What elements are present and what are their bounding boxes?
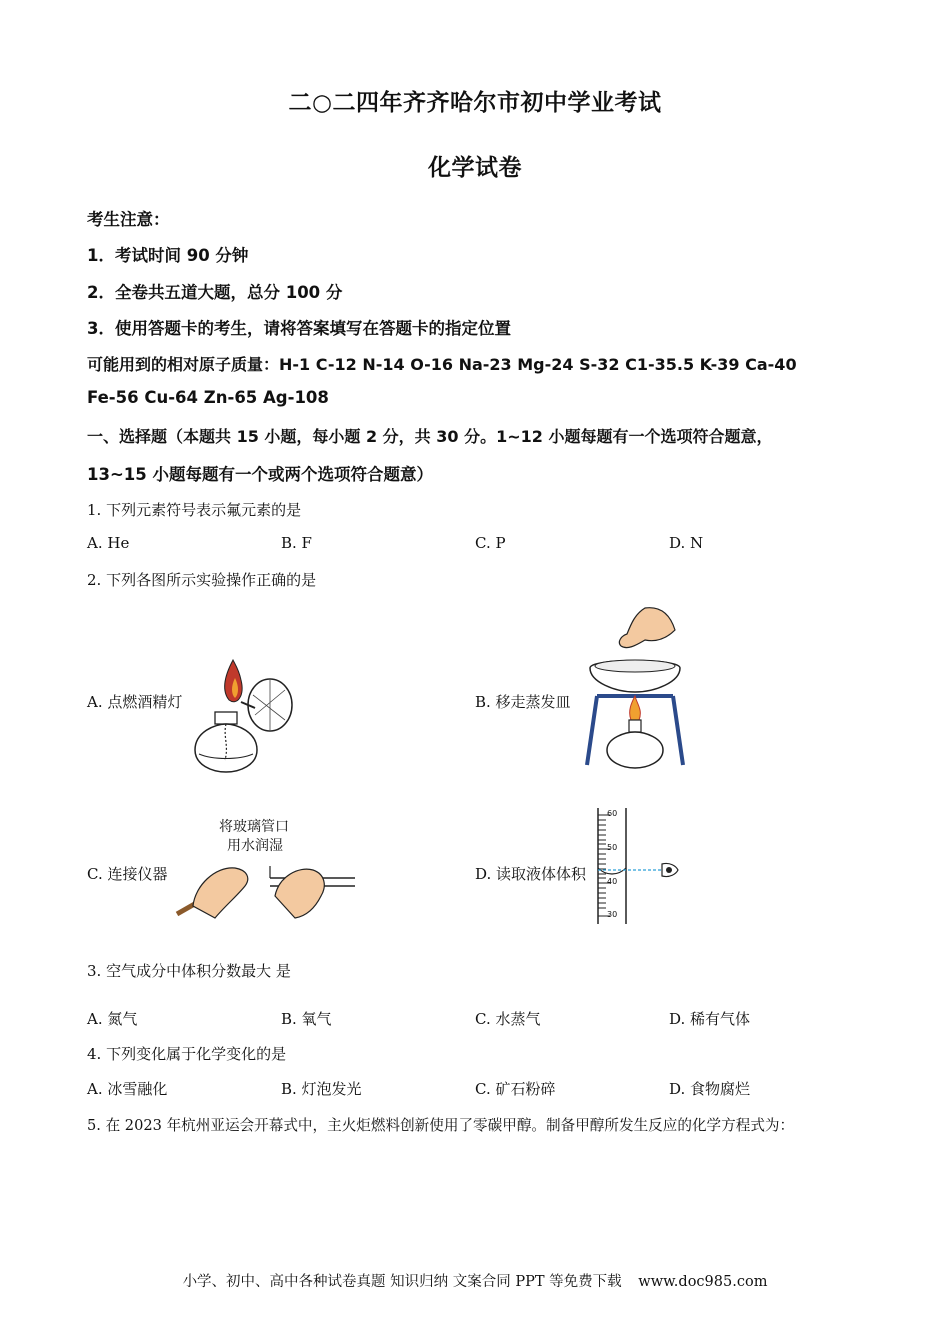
question-5-stem: 5. 在 2023 年杭州亚运会开幕式中，主火炬燃料创新使用了零碳甲醇。制备甲醇所发生反应的化学方程式为：	[87, 1117, 795, 1134]
notice-item-3: 3．使用答题卡的考生，请将答案填写在答题卡的指定位置	[87, 319, 511, 338]
atomic-masses-line-2: Fe-56 Cu-64 Zn-65 Ag-108	[87, 388, 329, 407]
graduated-cylinder-figure	[592, 806, 687, 926]
q2-option-c: C. 连接仪器	[87, 865, 168, 883]
question-4-stem: 4. 下列变化属于化学变化的是	[87, 1045, 287, 1063]
notice-item-2: 2．全卷共五道大题，总分 100 分	[87, 283, 343, 302]
q1-option-a: A. He	[87, 534, 130, 552]
q4-option-a: A. 冰雪融化	[87, 1080, 168, 1098]
q3-option-d: D. 稀有气体	[669, 1010, 751, 1028]
q4-option-c: C. 矿石粉碎	[475, 1080, 556, 1098]
q2-option-d: D. 读取液体体积	[475, 865, 587, 883]
connecting-apparatus-figure	[175, 856, 360, 921]
q1-option-b: B. F	[281, 534, 312, 552]
cylinder-tick-60: 60	[607, 809, 618, 818]
question-2-stem: 2. 下列各图所示实验操作正确的是	[87, 571, 317, 589]
cylinder-tick-40: 40	[607, 877, 618, 886]
figure-c-caption-line-1: 将玻璃管口	[219, 819, 289, 835]
q3-option-a: A. 氮气	[87, 1010, 138, 1028]
footer-link[interactable]: www.doc985.com	[638, 1274, 768, 1290]
q3-option-c: C. 水蒸气	[475, 1010, 541, 1028]
atomic-masses-line-1: 可能用到的相对原子质量：H-1 C-12 N-14 O-16 Na-23 Mg-24 S-32 C1-35.5 K-39 Ca-40	[87, 355, 797, 374]
notice-item-1: 1．考试时间 90 分钟	[87, 246, 249, 265]
q4-option-d: D. 食物腐烂	[669, 1080, 751, 1098]
figure-c-caption-line-2: 用水润湿	[227, 838, 283, 854]
q4-option-b: B. 灯泡发光	[281, 1080, 362, 1098]
alcohol-lamp-lighting-figure	[185, 650, 305, 780]
question-3-stem: 3. 空气成分中体积分数最大 是	[87, 962, 291, 980]
cylinder-tick-50: 50	[607, 843, 618, 852]
section1-heading-line-1: 一、选择题（本题共 15 小题，每小题 2 分，共 30 分。1~12 小题每题有一个选项符合题意，	[87, 427, 773, 446]
section1-heading-line-2: 13~15 小题每题有一个或两个选项符合题意）	[87, 465, 433, 484]
page-footer	[0, 1270, 950, 1291]
q2-option-b: B. 移走蒸发皿	[475, 693, 571, 711]
footer-text: 小学、初中、高中各种试卷真题 知识归纳 文案合同 PPT 等免费下载	[182, 1274, 622, 1290]
exam-title: 二○二四年齐齐哈尔市初中学业考试	[288, 90, 662, 116]
q3-option-b: B. 氧气	[281, 1010, 332, 1028]
exam-subtitle: 化学试卷	[428, 155, 522, 181]
q1-option-d: D. N	[669, 534, 704, 552]
question-1-stem: 1. 下列元素符号表示氟元素的是	[87, 501, 302, 519]
evaporating-dish-figure	[585, 600, 685, 775]
q2-option-a: A. 点燃酒精灯	[87, 693, 183, 711]
q1-option-c: C. P	[475, 534, 506, 552]
cylinder-tick-30: 30	[607, 910, 618, 919]
notice-heading: 考生注意：	[87, 210, 170, 229]
